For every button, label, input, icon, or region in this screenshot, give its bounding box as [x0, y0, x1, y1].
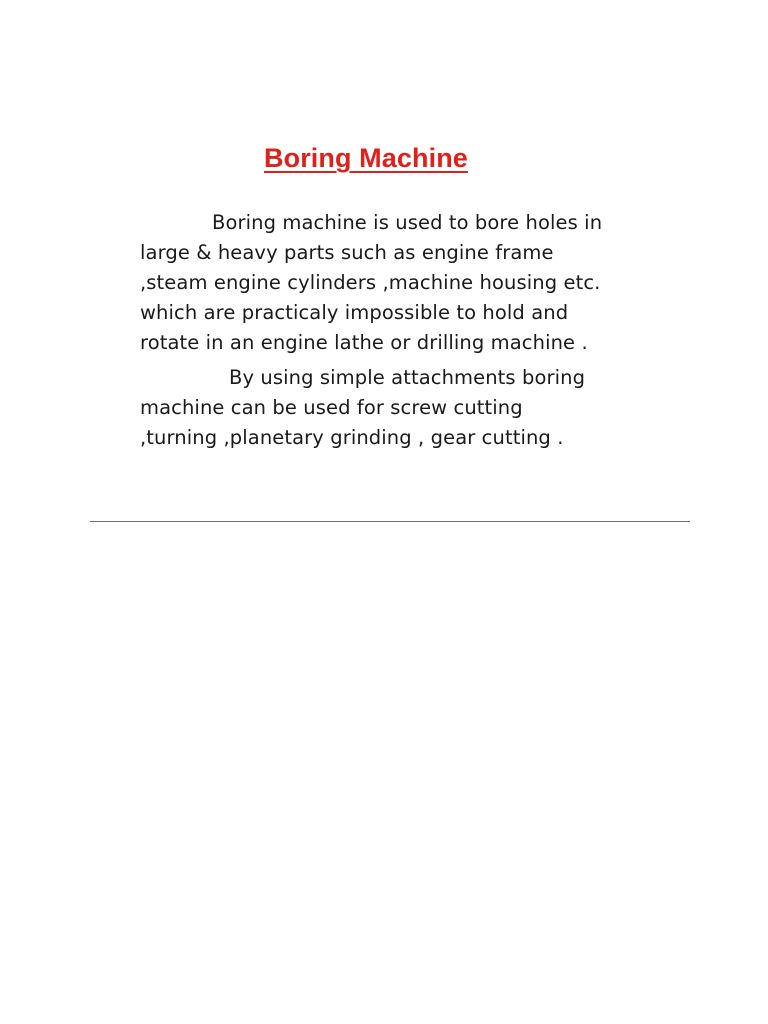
- paragraph-line: which are practicaly impossible to hold and: [140, 301, 569, 324]
- paragraph-line: ,steam engine cylinders ,machine housing etc.: [140, 271, 601, 294]
- paragraph-line: Boring machine is used to bore holes in: [212, 211, 603, 234]
- paragraph-line: ,turning ,planetary grinding , gear cutting .: [140, 426, 564, 449]
- horizontal-divider: [90, 521, 690, 522]
- paragraph-line: By using simple attachments boring: [229, 366, 586, 389]
- paragraph-line: large & heavy parts such as engine frame: [140, 241, 554, 264]
- page-title: Boring Machine: [264, 143, 468, 173]
- paragraph-line: rotate in an engine lathe or drilling machine .: [140, 331, 588, 354]
- paragraph-line: machine can be used for screw cutting: [140, 396, 523, 419]
- paragraph-2: [140, 363, 680, 453]
- paragraph-1: [140, 208, 680, 358]
